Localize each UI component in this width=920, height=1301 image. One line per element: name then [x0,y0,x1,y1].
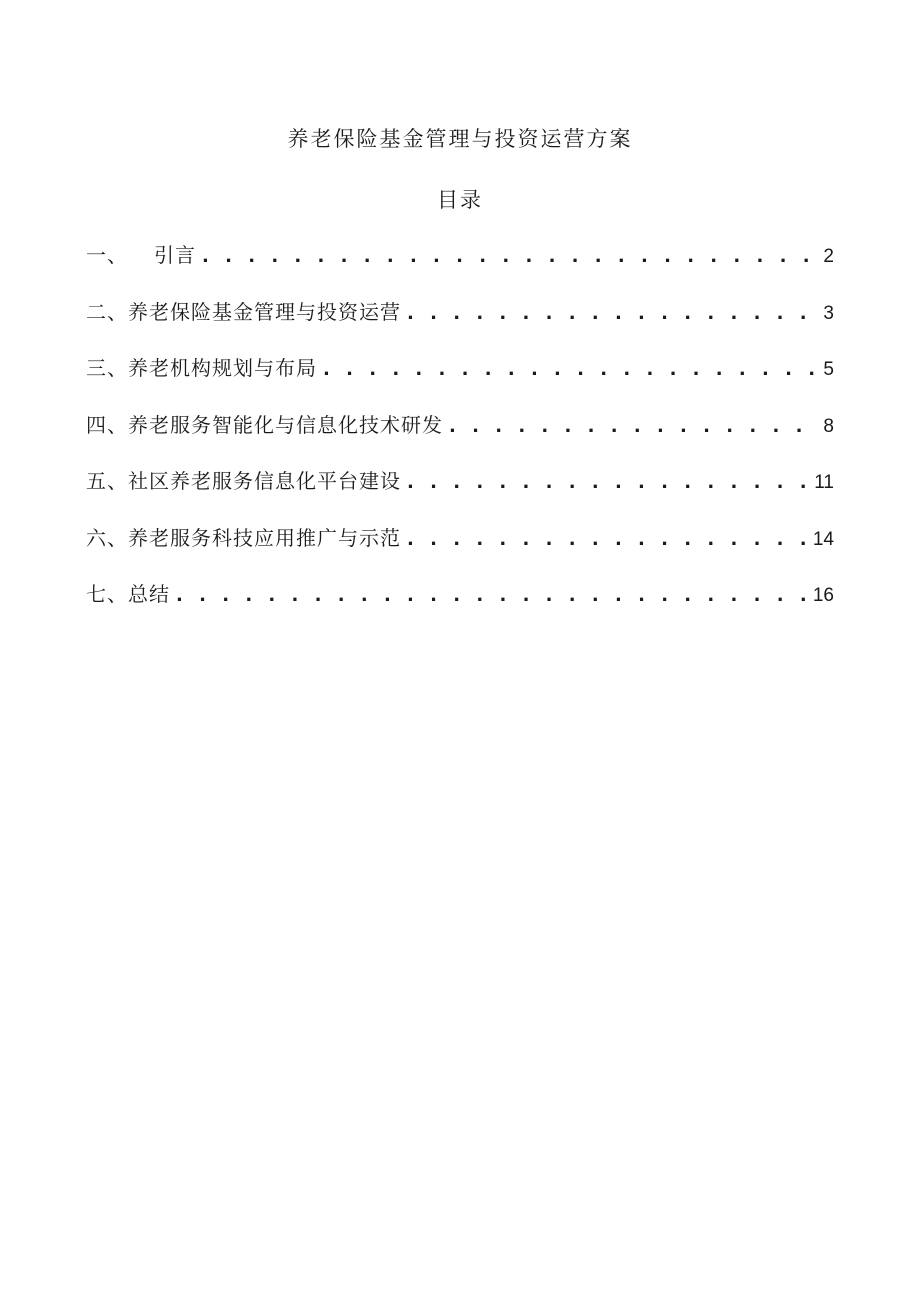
toc-entry[interactable] [86,579,834,636]
toc-entry[interactable] [86,523,834,580]
document-title: 养老保险基金管理与投资运营方案 [287,127,633,151]
toc-entry-number: 三、 [86,356,128,380]
toc-entry-title: 养老机构规划与布局 [128,356,317,380]
toc-entry-page: 3 [823,302,834,324]
toc-entry-label [86,297,401,327]
toc-dot-leader [407,468,810,498]
toc-heading: 目录 [437,188,483,212]
toc-entry-page: 5 [823,359,834,380]
toc-entry-number: 五、 [86,469,128,493]
toc-entry-title: 养老服务科技应用推广与示范 [128,525,401,550]
toc-entry-title: 养老保险基金管理与投资运营 [128,299,401,324]
table-of-contents [86,240,834,636]
toc-entry-label [86,523,401,553]
toc-entry-title: 社区养老服务信息化平台建设 [128,469,401,493]
toc-entry-page: 16 [812,585,834,606]
toc-dot-leader [449,412,819,442]
toc-entry-number: 一、 [86,243,128,267]
toc-entry[interactable] [86,410,834,467]
toc-entry-number: 二、 [86,299,128,324]
toc-entry-label [86,240,196,270]
toc-entry-title: 养老服务智能化与信息化技术研发 [128,412,443,437]
toc-entry-label [86,353,317,383]
toc-dot-leader [407,525,809,555]
toc-entry-number: 七、 [86,582,128,606]
toc-entry[interactable] [86,297,834,354]
toc-entry-page: 2 [823,246,834,267]
toc-entry-title: 引言 [154,243,196,267]
toc-entry[interactable] [86,353,834,410]
toc-dot-leader [202,242,819,272]
toc-entry-label [86,579,170,609]
toc-entry-label [86,410,443,440]
toc-entry-page: 8 [823,415,834,437]
toc-entry-page: 14 [812,528,834,550]
toc-entry[interactable] [86,240,834,297]
toc-dot-leader [323,355,819,385]
toc-entry-page: 11 [814,472,834,493]
toc-entry[interactable] [86,466,834,523]
toc-entry-label [86,466,401,496]
toc-dot-leader [407,299,819,329]
toc-entry-number: 六、 [86,525,128,550]
toc-dot-leader [176,581,809,611]
toc-entry-title: 总结 [128,582,170,606]
toc-entry-number: 四、 [86,412,128,437]
